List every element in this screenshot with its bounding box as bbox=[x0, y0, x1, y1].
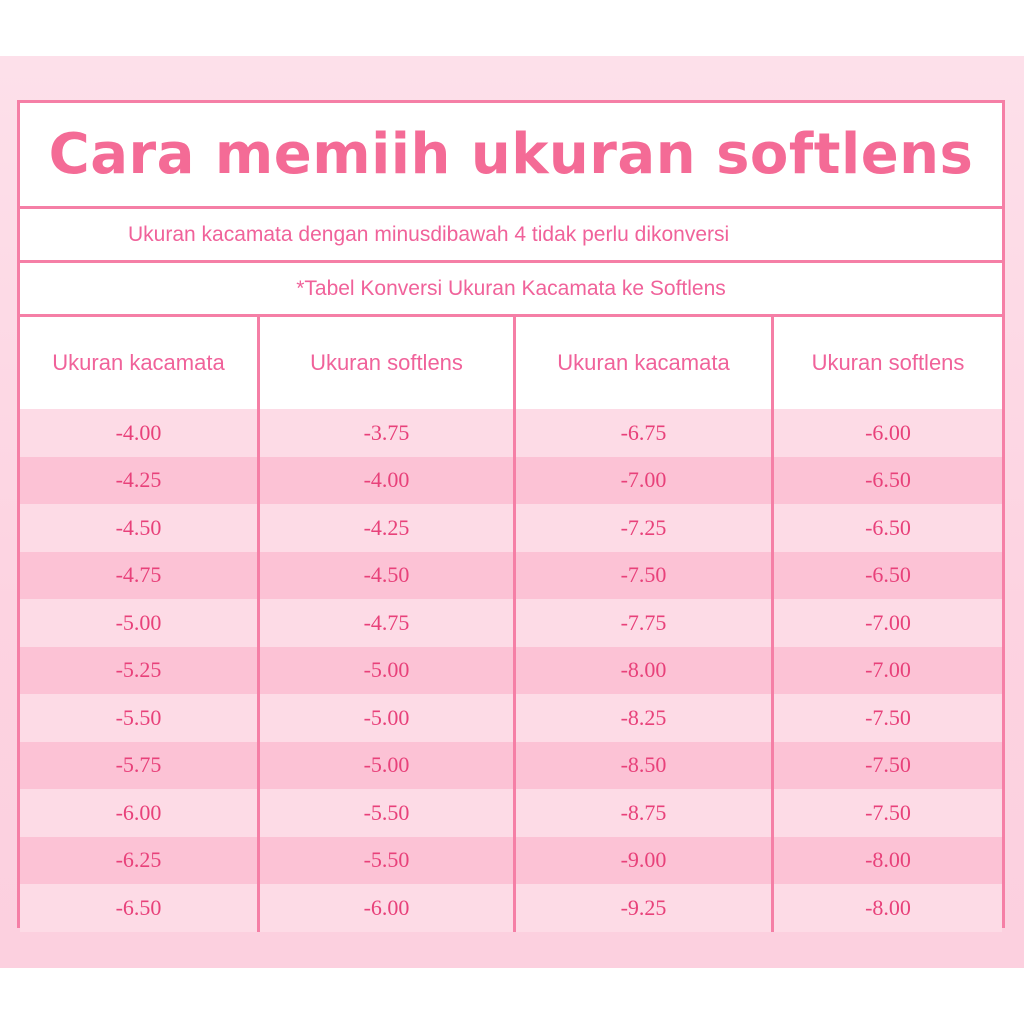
softlens-size-cell: -4.25 bbox=[260, 504, 516, 552]
glasses-size-cell: -8.25 bbox=[516, 694, 774, 742]
softlens-size-cell: -5.00 bbox=[260, 694, 516, 742]
table-caption: *Tabel Konversi Ukuran Kacamata ke Softlens bbox=[296, 276, 726, 300]
glasses-size-cell: -4.50 bbox=[20, 504, 260, 552]
note-row bbox=[20, 209, 1002, 263]
softlens-size-cell: -5.00 bbox=[260, 647, 516, 695]
glasses-size-cell: -6.25 bbox=[20, 837, 260, 885]
softlens-size-cell: -7.00 bbox=[865, 657, 911, 683]
table-row bbox=[20, 504, 1002, 552]
glasses-size-cell: -4.25 bbox=[20, 457, 260, 505]
glasses-size-cell: -8.00 bbox=[516, 647, 774, 695]
header-cell-glasses-size: Ukuran kacamata bbox=[516, 317, 774, 409]
softlens-size-cell: -6.50 bbox=[865, 562, 911, 588]
softlens-size-cell: -7.50 bbox=[865, 799, 911, 825]
softlens-size-cell: -8.00 bbox=[865, 847, 911, 873]
softlens-size-cell: -7.50 bbox=[865, 752, 911, 778]
title-row bbox=[20, 103, 1002, 209]
glasses-size-cell: -9.00 bbox=[516, 837, 774, 885]
softlens-size-cell: -7.50 bbox=[865, 704, 911, 730]
table-row bbox=[20, 789, 1002, 837]
softlens-size-cell: -6.50 bbox=[865, 467, 911, 493]
header-cell-softlens-size: Ukuran softlens bbox=[260, 317, 516, 409]
table-body bbox=[20, 409, 1002, 932]
softlens-size-cell: -5.00 bbox=[260, 742, 516, 790]
softlens-size-cell: -6.00 bbox=[260, 884, 516, 932]
glasses-size-cell: -5.75 bbox=[20, 742, 260, 790]
glasses-size-cell: -4.75 bbox=[20, 552, 260, 600]
table-row bbox=[20, 599, 1002, 647]
table-row bbox=[20, 647, 1002, 695]
note-text: Ukuran kacamata dengan minusdibawah 4 tidak perlu dikonversi bbox=[128, 222, 730, 246]
glasses-size-cell: -6.75 bbox=[516, 409, 774, 457]
softlens-size-cell: -5.50 bbox=[260, 789, 516, 837]
glasses-size-cell: -8.50 bbox=[516, 742, 774, 790]
glasses-size-cell: -7.50 bbox=[516, 552, 774, 600]
glasses-size-cell: -7.75 bbox=[516, 599, 774, 647]
softlens-size-cell: -4.50 bbox=[260, 552, 516, 600]
softlens-size-cell: -5.50 bbox=[260, 837, 516, 885]
glasses-size-cell: -7.00 bbox=[516, 457, 774, 505]
glasses-size-cell: -7.25 bbox=[516, 504, 774, 552]
table-header bbox=[20, 317, 1002, 409]
glasses-size-cell: -6.00 bbox=[20, 789, 260, 837]
page-title: Cara memiih ukuran softlens bbox=[48, 122, 974, 187]
glasses-size-cell: -5.00 bbox=[20, 599, 260, 647]
softlens-size-cell: -6.50 bbox=[865, 514, 911, 540]
glasses-size-cell: -6.50 bbox=[20, 884, 260, 932]
table-row bbox=[20, 837, 1002, 885]
softlens-size-cell: -3.75 bbox=[260, 409, 516, 457]
glasses-size-cell: -9.25 bbox=[516, 884, 774, 932]
header-cell-softlens-size: Ukuran softlens bbox=[811, 350, 965, 375]
glasses-size-cell: -8.75 bbox=[516, 789, 774, 837]
table-row bbox=[20, 457, 1002, 505]
softlens-size-cell: -7.00 bbox=[865, 609, 911, 635]
softlens-size-cell: -6.00 bbox=[865, 419, 911, 445]
table-row bbox=[20, 742, 1002, 790]
softlens-size-cell: -8.00 bbox=[865, 894, 911, 920]
table-row bbox=[20, 552, 1002, 600]
table-row bbox=[20, 409, 1002, 457]
glasses-size-cell: -5.50 bbox=[20, 694, 260, 742]
glasses-size-cell: -5.25 bbox=[20, 647, 260, 695]
header-cell-glasses-size: Ukuran kacamata bbox=[20, 317, 260, 409]
table-row bbox=[20, 884, 1002, 932]
table-row bbox=[20, 694, 1002, 742]
softlens-size-cell: -4.00 bbox=[260, 457, 516, 505]
glasses-size-cell: -4.00 bbox=[20, 409, 260, 457]
caption-row bbox=[20, 263, 1002, 317]
softlens-size-cell: -4.75 bbox=[260, 599, 516, 647]
conversion-chart bbox=[17, 100, 1005, 928]
